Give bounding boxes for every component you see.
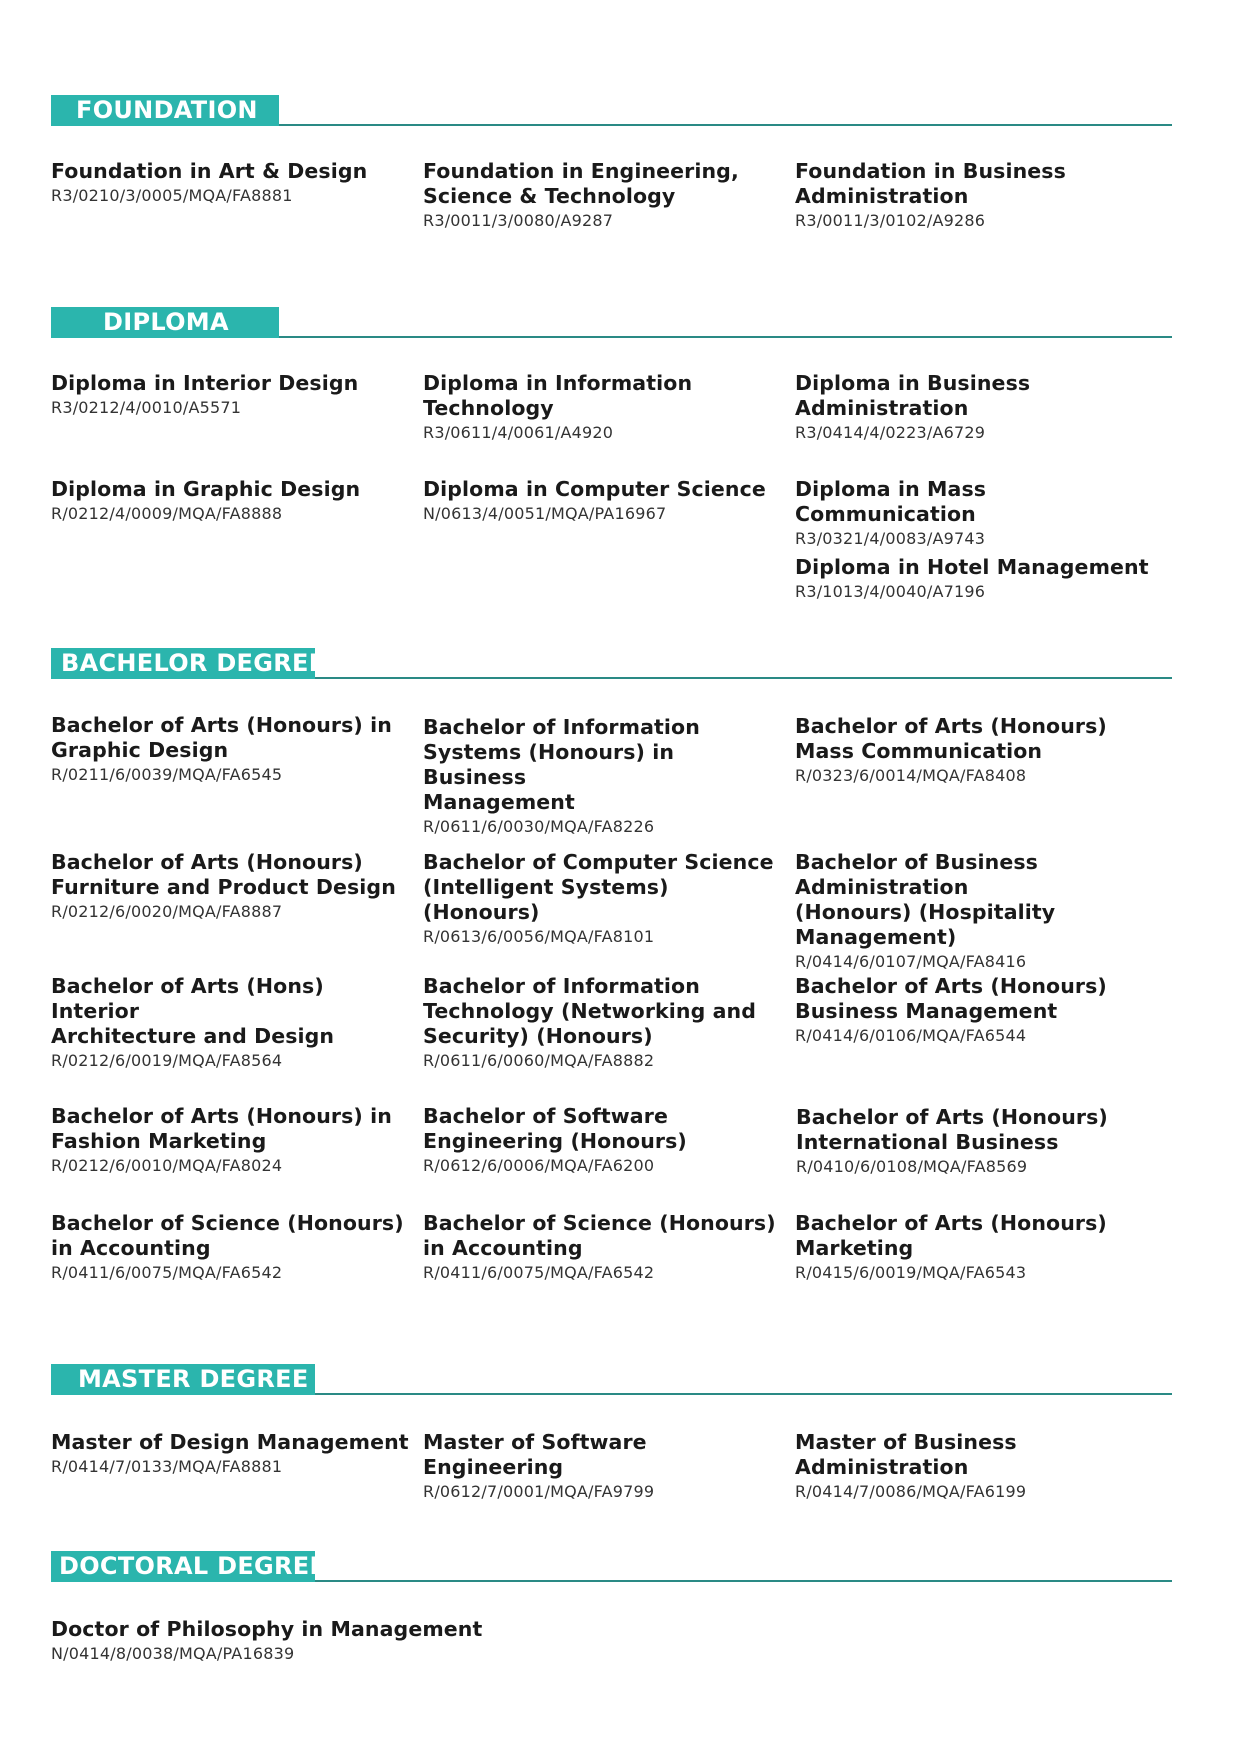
section-title: DIPLOMA — [103, 308, 229, 336]
program-item — [51, 850, 411, 923]
program-item — [795, 974, 1155, 1047]
program-item — [423, 1104, 783, 1177]
program-title: Foundation in Art & Design — [51, 159, 368, 183]
program-title: Diploma in Hotel Management — [795, 555, 1149, 579]
program-item — [423, 477, 783, 525]
program-item — [51, 1617, 551, 1665]
program-code: R3/0011/3/0080/A9287 — [423, 211, 614, 230]
program-item — [51, 1430, 411, 1478]
program-code: R/0211/6/0039/MQA/FA6545 — [51, 765, 283, 784]
program-code: R3/0212/4/0010/A5571 — [51, 398, 242, 417]
program-code: R/0613/6/0056/MQA/FA8101 — [423, 927, 655, 946]
program-item — [796, 1105, 1156, 1178]
program-item — [795, 555, 1155, 603]
program-code: R/0415/6/0019/MQA/FA6543 — [795, 1263, 1027, 1282]
program-item — [795, 159, 1155, 232]
section-title: BACHELOR DEGREE — [61, 649, 326, 677]
program-item — [423, 850, 783, 948]
program-code: R3/1013/4/0040/A7196 — [795, 582, 986, 601]
program-title: Bachelor of Business Administration (Honours) (Hospitality Management) — [795, 850, 1056, 949]
program-code: R3/0210/3/0005/MQA/FA8881 — [51, 186, 293, 205]
program-code: R/0323/6/0014/MQA/FA8408 — [795, 766, 1027, 785]
program-item — [51, 371, 411, 419]
header-rule — [279, 336, 1172, 338]
program-item — [51, 1104, 411, 1177]
program-code: R3/0414/4/0223/A6729 — [795, 423, 986, 442]
program-title: Bachelor of Arts (Honours) Mass Communication — [795, 714, 1107, 763]
program-item — [795, 714, 1155, 787]
program-code: R/0612/6/0006/MQA/FA6200 — [423, 1156, 655, 1175]
program-title: Bachelor of Science (Honours) in Accounting — [423, 1211, 776, 1260]
program-title: Bachelor of Arts (Honours) Business Management — [795, 974, 1107, 1023]
program-title: Diploma in Information Technology — [423, 371, 693, 420]
program-title: Bachelor of Information Technology (Networking and Security) (Honours) — [423, 974, 757, 1048]
program-title: Doctor of Philosophy in Management — [51, 1617, 483, 1641]
program-title: Foundation in Business Administration — [795, 159, 1066, 208]
program-code: R/0212/4/0009/MQA/FA8888 — [51, 504, 283, 523]
section-title: DOCTORAL DEGREE — [59, 1552, 327, 1580]
program-title: Bachelor of Arts (Honours) Marketing — [795, 1211, 1107, 1260]
program-title: Bachelor of Science (Honours) in Accounting — [51, 1211, 404, 1260]
program-title: Foundation in Engineering, Science & Technology — [423, 159, 739, 208]
program-code: R/0411/6/0075/MQA/FA6542 — [51, 1263, 283, 1282]
program-item — [51, 159, 411, 207]
program-title: Master of Software Engineering — [423, 1430, 647, 1479]
program-code: R/0212/6/0019/MQA/FA8564 — [51, 1051, 283, 1070]
program-item — [795, 850, 1215, 973]
program-item — [51, 713, 411, 786]
program-title: Bachelor of Arts (Hons) Interior Architecture and Design — [51, 974, 335, 1048]
section-header — [51, 307, 1172, 338]
program-code: R/0414/7/0086/MQA/FA6199 — [795, 1482, 1027, 1501]
program-code: R3/0321/4/0083/A9743 — [795, 529, 986, 548]
program-title: Diploma in Computer Science — [423, 477, 766, 501]
section-header — [51, 1551, 1172, 1582]
program-item — [423, 371, 783, 444]
program-item — [51, 974, 411, 1072]
program-title: Bachelor of Information Systems (Honours) in Business Management — [423, 715, 700, 814]
program-item — [423, 715, 783, 838]
program-code: N/0414/8/0038/MQA/PA16839 — [51, 1644, 295, 1663]
program-code: R/0414/6/0106/MQA/FA6544 — [795, 1026, 1027, 1045]
section-title: FOUNDATION — [76, 96, 258, 124]
program-item — [423, 1211, 783, 1284]
program-item — [51, 1211, 411, 1284]
program-code: R/0414/6/0107/MQA/FA8416 — [795, 952, 1027, 971]
program-title: Bachelor of Computer Science (Intelligent Systems) (Honours) — [423, 850, 774, 924]
section-header — [51, 95, 1172, 126]
program-title: Diploma in Graphic Design — [51, 477, 361, 501]
header-rule — [315, 1393, 1172, 1395]
section-header — [51, 648, 1172, 679]
program-title: Bachelor of Arts (Honours) Furniture and Product Design — [51, 850, 396, 899]
program-code: R3/0011/3/0102/A9286 — [795, 211, 986, 230]
program-title: Master of Business Administration — [795, 1430, 1017, 1479]
program-item — [423, 159, 783, 232]
program-title: Bachelor of Software Engineering (Honours) — [423, 1104, 687, 1153]
program-item — [423, 974, 783, 1072]
program-title: Diploma in Business Administration — [795, 371, 1031, 420]
program-code: R/0612/7/0001/MQA/FA9799 — [423, 1482, 655, 1501]
header-rule — [315, 677, 1172, 679]
program-code: R/0411/6/0075/MQA/FA6542 — [423, 1263, 655, 1282]
program-code: R3/0611/4/0061/A4920 — [423, 423, 614, 442]
program-item — [795, 371, 1155, 444]
program-item — [51, 477, 411, 525]
program-code: R/0212/6/0010/MQA/FA8024 — [51, 1156, 283, 1175]
program-title: Bachelor of Arts (Honours) in Fashion Marketing — [51, 1104, 392, 1153]
program-code: R/0611/6/0060/MQA/FA8882 — [423, 1051, 655, 1070]
program-item — [795, 477, 1155, 550]
program-title: Bachelor of Arts (Honours) International Business — [796, 1105, 1108, 1154]
header-rule — [315, 1580, 1172, 1582]
program-item — [795, 1211, 1155, 1284]
program-title: Bachelor of Arts (Honours) in Graphic Design — [51, 713, 392, 762]
program-title: Diploma in Mass Communication — [795, 477, 987, 526]
program-code: R/0212/6/0020/MQA/FA8887 — [51, 902, 283, 921]
section-title: MASTER DEGREE — [78, 1365, 309, 1393]
program-item — [795, 1430, 1195, 1503]
program-title: Diploma in Interior Design — [51, 371, 359, 395]
program-item — [423, 1430, 783, 1503]
section-header — [51, 1364, 1172, 1395]
program-code: R/0410/6/0108/MQA/FA8569 — [796, 1157, 1028, 1176]
program-code: R/0611/6/0030/MQA/FA8226 — [423, 817, 655, 836]
program-title: Master of Design Management — [51, 1430, 409, 1454]
program-code: N/0613/4/0051/MQA/PA16967 — [423, 504, 667, 523]
header-rule — [279, 124, 1172, 126]
program-code: R/0414/7/0133/MQA/FA8881 — [51, 1457, 283, 1476]
